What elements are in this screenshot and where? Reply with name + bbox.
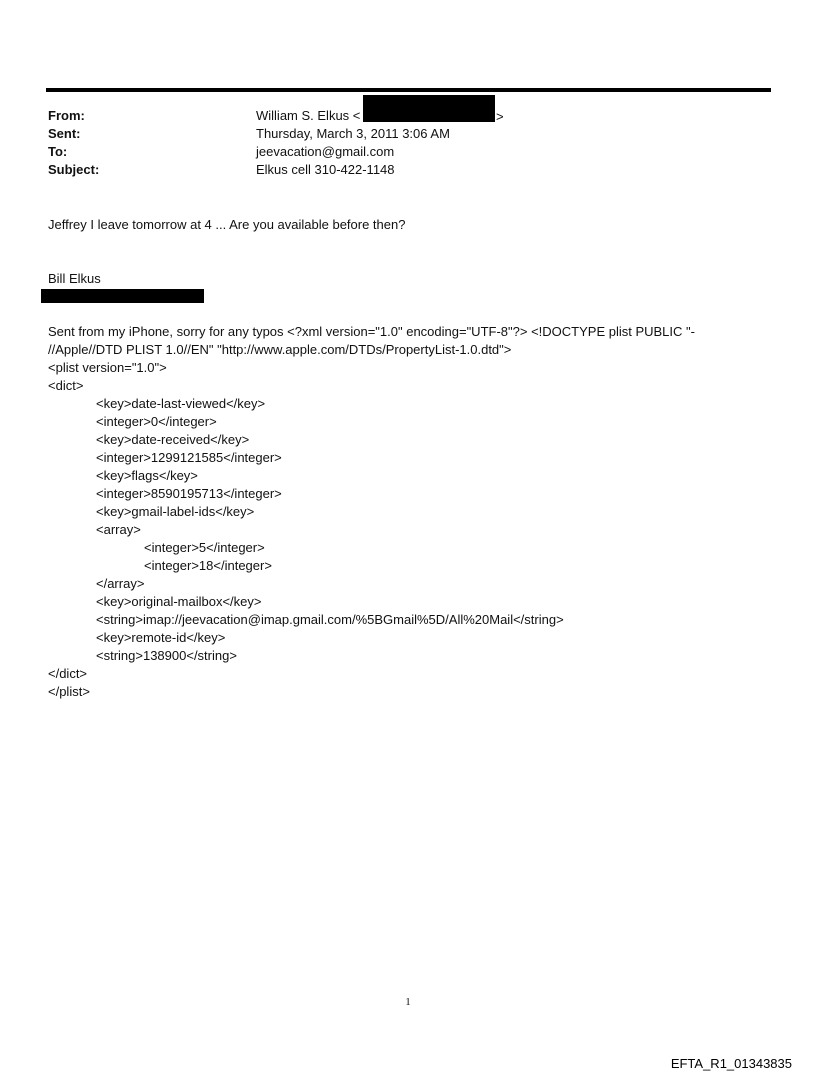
plist-block	[48, 323, 748, 701]
plist-line: <key>remote-id</key>	[96, 630, 226, 645]
plist-line: <dict>	[48, 378, 84, 393]
plist-line: <integer>1299121585</integer>	[96, 450, 282, 465]
plist-line: <key>gmail-label-ids</key>	[96, 504, 255, 519]
plist-line: Sent from my iPhone, sorry for any typos <?xml version="1.0" encoding="UTF-8"?> <!DOCTYPE plist PUBLIC "-	[48, 324, 695, 339]
plist-line: </array>	[96, 576, 145, 591]
plist-line: </dict>	[48, 666, 88, 681]
email-signature: Bill Elkus	[48, 271, 101, 286]
plist-line: <string>138900</string>	[96, 648, 237, 663]
signature-redaction	[41, 289, 204, 303]
page-number: 1	[405, 996, 411, 1008]
document-id: EFTA_R1_01343835	[670, 1056, 792, 1071]
email-header	[48, 107, 768, 179]
sent-label: Sent:	[48, 126, 81, 141]
to-row	[48, 143, 768, 161]
plist-line: <key>date-last-viewed</key>	[96, 396, 266, 411]
plist-line: //Apple//DTD PLIST 1.0//EN" "http://www.apple.com/DTDs/PropertyList-1.0.dtd">	[48, 342, 512, 357]
from-value	[256, 107, 504, 125]
plist-line: <string>imap://jeevacation@imap.gmail.com/%5BGmail%5D/All%20Mail</string>	[96, 612, 564, 627]
from-sender: William S. Elkus <	[256, 108, 361, 123]
from-label: From:	[48, 108, 85, 123]
email-body-line: Jeffrey I leave tomorrow at 4 ... Are you available before then?	[48, 217, 406, 232]
sent-row	[48, 125, 768, 143]
plist-line: <integer>0</integer>	[96, 414, 217, 429]
plist-line: <key>flags</key>	[96, 468, 198, 483]
to-label: To:	[48, 144, 68, 159]
plist-line: </plist>	[48, 684, 90, 699]
plist-line: <integer>5</integer>	[144, 540, 265, 555]
plist-line: <key>date-received</key>	[96, 432, 250, 447]
header-rule	[46, 88, 771, 92]
subject-row	[48, 161, 768, 179]
sent-value: Thursday, March 3, 2011 3:06 AM	[256, 126, 450, 141]
plist-line: <key>original-mailbox</key>	[96, 594, 262, 609]
to-value: jeevacation@gmail.com	[256, 144, 395, 159]
subject-value: Elkus cell 310-422-1148	[256, 162, 395, 177]
from-row	[48, 107, 768, 125]
plist-line: <integer>18</integer>	[144, 558, 272, 573]
from-closing-bracket: >	[496, 109, 504, 124]
plist-line: <array>	[96, 522, 141, 537]
plist-line: <integer>8590195713</integer>	[96, 486, 282, 501]
from-email-redaction	[363, 95, 495, 122]
subject-label: Subject:	[48, 162, 100, 177]
plist-line: <plist version="1.0">	[48, 360, 167, 375]
